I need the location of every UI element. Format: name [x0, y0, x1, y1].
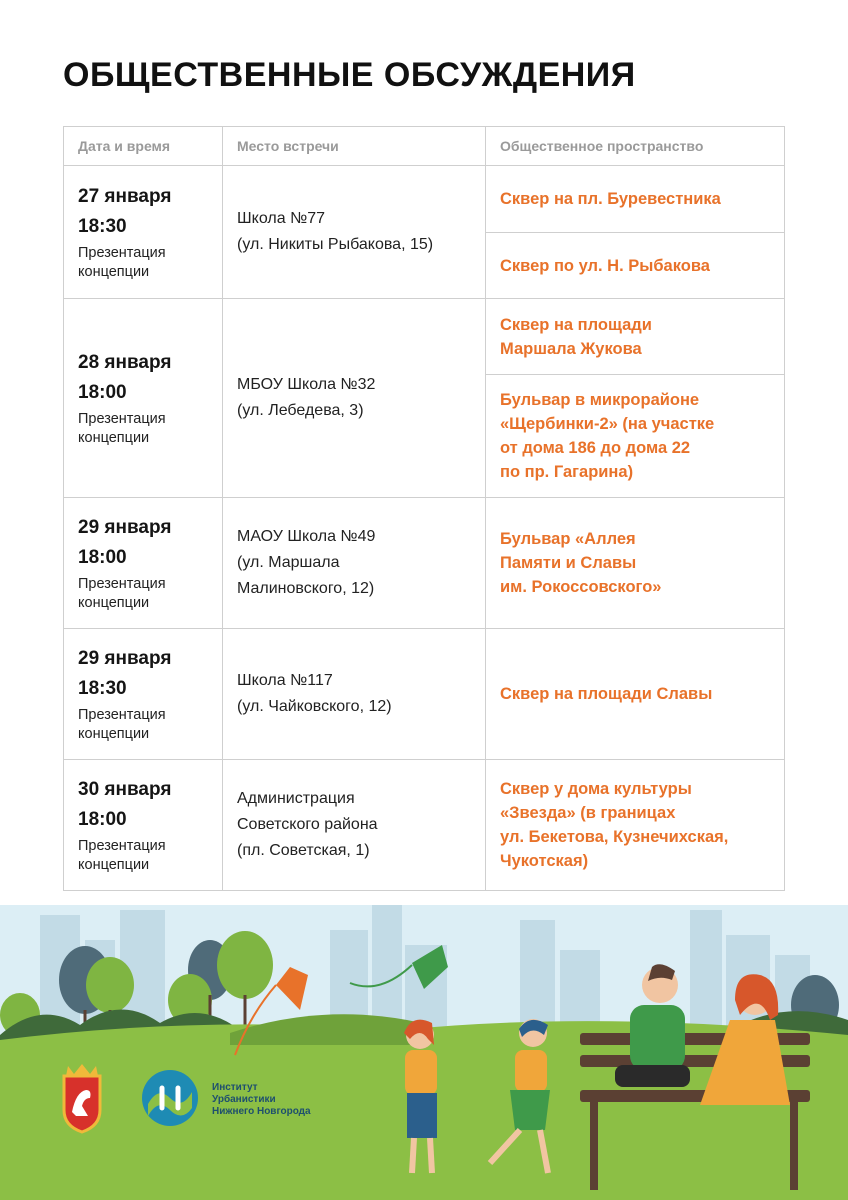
table-header-row: [64, 127, 785, 166]
date-label: 30 января: [78, 779, 172, 800]
date-label: 27 января: [78, 186, 172, 207]
date-label: 29 января: [78, 648, 172, 669]
date-cell: [64, 498, 223, 629]
table-row: [64, 498, 785, 629]
date-cell: [64, 166, 223, 299]
time-label: 18:00: [78, 382, 127, 403]
table-row: [64, 166, 785, 233]
institute-name-line: Нижнего Новгорода: [212, 1106, 311, 1117]
institute-name: [212, 1082, 311, 1118]
schedule-table: [63, 126, 785, 891]
date-cell: [64, 760, 223, 891]
time-label: 18:30: [78, 216, 127, 237]
meeting-place: Школа №77 (ул. Никиты Рыбакова, 15): [223, 166, 486, 299]
event-note: Презентация концепции: [78, 707, 166, 742]
meeting-place: МАОУ Школа №49 (ул. Маршала Малиновского, 12): [223, 498, 486, 629]
table-row: [64, 760, 785, 891]
time-label: 18:00: [78, 809, 127, 830]
event-note: Презентация концепции: [78, 838, 166, 873]
institute-logo-icon: [140, 1068, 200, 1128]
meeting-place: Школа №117 (ул. Чайковского, 12): [223, 629, 486, 760]
date-cell: [64, 299, 223, 498]
meeting-place: МБОУ Школа №32 (ул. Лебедева, 3): [223, 299, 486, 498]
institute-name-line: Институт: [212, 1082, 258, 1093]
public-space: Сквер на площади Маршала Жукова: [486, 299, 785, 375]
public-space: Бульвар в микрорайоне «Щербинки-2» (на участке от дома 186 до дома 22 по пр. Гагарина): [486, 375, 785, 498]
date-label: 28 января: [78, 352, 172, 373]
public-space: Бульвар «Аллея Памяти и Славы им. Рокоссовского»: [486, 498, 785, 629]
table-row: [64, 299, 785, 375]
meeting-place: Администрация Советского района (пл. Советская, 1): [223, 760, 486, 891]
coat-of-arms-icon: [58, 1062, 106, 1134]
header-space: Общественное пространство: [486, 127, 785, 166]
public-space: Сквер на пл. Буревестника: [486, 166, 785, 233]
public-space: Сквер на площади Славы: [486, 629, 785, 760]
date-cell: [64, 629, 223, 760]
public-space: Сквер у дома культуры «Звезда» (в границах ул. Бекетова, Кузнечихская, Чукотская): [486, 760, 785, 891]
park-illustration: [0, 905, 848, 1200]
public-space: Сквер по ул. Н. Рыбакова: [486, 233, 785, 299]
event-note: Презентация концепции: [78, 245, 166, 280]
institute-name-line: Урбанистики: [212, 1094, 276, 1105]
header-place: Место встречи: [223, 127, 486, 166]
page-title: ОБЩЕСТВЕННЫЕ ОБСУЖДЕНИЯ: [63, 56, 636, 94]
event-note: Презентация концепции: [78, 411, 166, 446]
date-label: 29 января: [78, 517, 172, 538]
header-date: Дата и время: [64, 127, 223, 166]
table-row: [64, 629, 785, 760]
event-note: Презентация концепции: [78, 576, 166, 611]
time-label: 18:00: [78, 547, 127, 568]
time-label: 18:30: [78, 678, 127, 699]
